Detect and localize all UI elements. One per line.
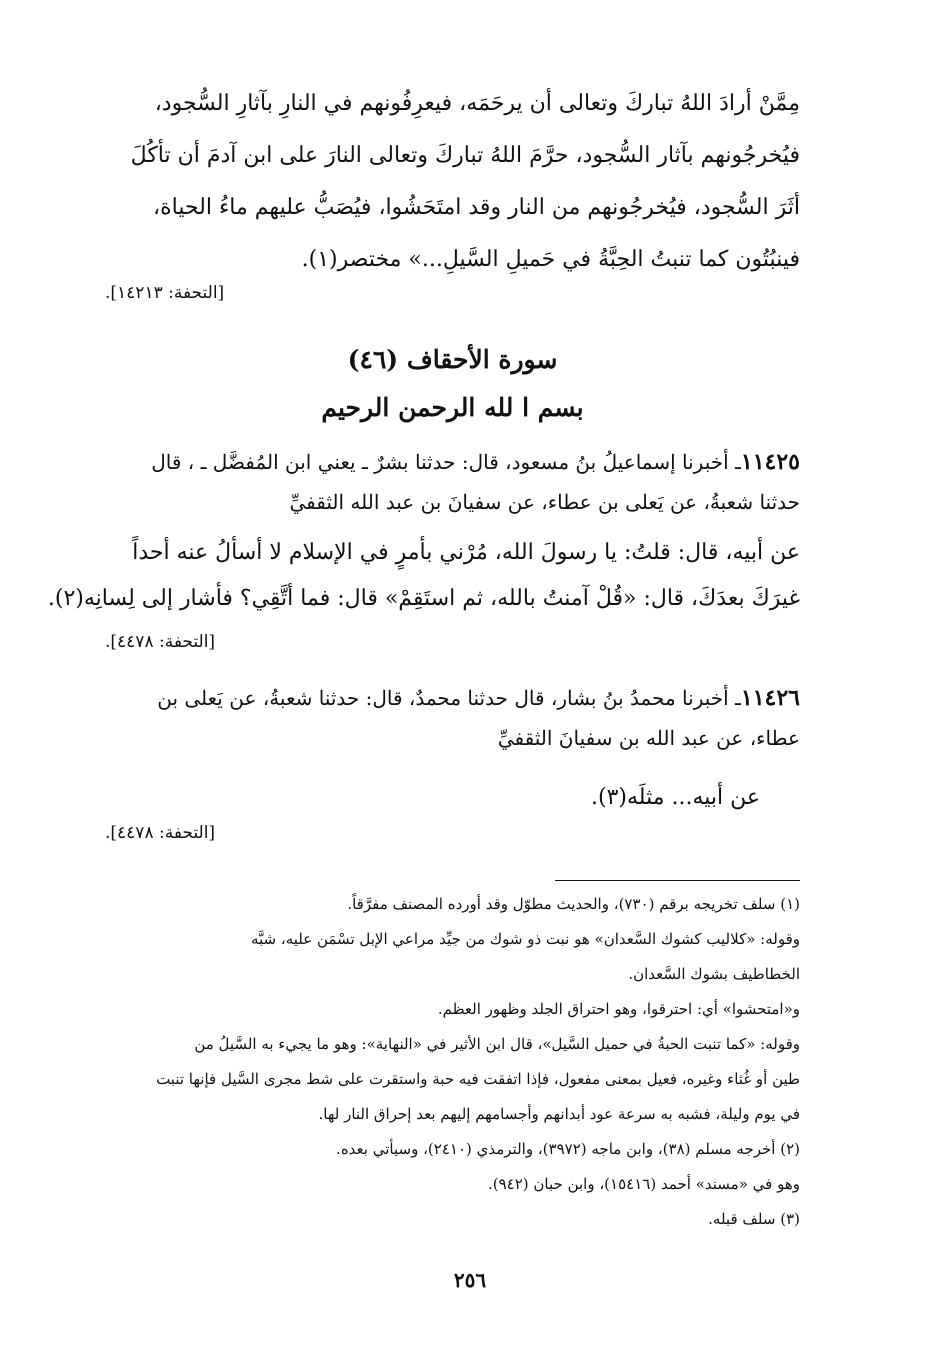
- tuhfa-reference: [التحفة: ٤٤٧٨].: [105, 823, 216, 843]
- footnote-line: في يوم وليلة، فشبه به سرعة عود أبدانهم وأجسامهم إليهم بعد إحراق النار لها.: [318, 1105, 800, 1123]
- isnad-text: حدثنا شعبةُ، عن يَعلى بن عطاء، عن سفيانَ بن عبد الله الثقفيِّ: [289, 490, 800, 514]
- surah-title: سورة الأحقاف (٤٦): [347, 345, 558, 374]
- footnote-line: (٣) سلف قبله.: [708, 1210, 800, 1228]
- intro-paragraph: [105, 78, 800, 286]
- hadith-line: [105, 678, 800, 718]
- page-number: ٢٥٦: [453, 1268, 487, 1292]
- hadith-11425-matn: [47, 530, 800, 622]
- hadith-11426-isnad: [105, 678, 800, 758]
- hadith-line: [105, 442, 800, 482]
- isnad-text: ـ أخبرنا إسماعيلُ بنُ مسعود، قال: حدثنا بشرٌ ـ يعني ابن المُفضَّل ـ ، قال: [151, 450, 741, 474]
- hadith-line: [105, 718, 800, 758]
- text-line: أثَرَ السُّجود، فيُخرجُونهم من النار وقد امتَحَشُوا، فيُصَبُّ عليهم ماءُ الحياة،: [152, 195, 800, 220]
- isnad-text: ـ أخبرنا محمدُ بنُ بشار، قال حدثنا محمدٌ، قال: حدثنا شعبةُ، عن يَعلى بن: [157, 686, 741, 710]
- footnote-line: وقوله: «كما تنبت الحبةُ في حميل السَّيل»، قال ابن الأثير في «النهاية»: وهو ما يجيء به السَّيلُ من: [194, 1035, 800, 1053]
- footnote-line: و«امتحشوا» أي: احترقوا، وهو احتراق الجلد وظهور العظم.: [437, 1000, 800, 1018]
- footnote-line: الخطاطيف بشوك السَّعدان.: [628, 965, 800, 983]
- footnote-line: وهو في «مسند» أحمد (١٥٤١٦)، وابن حبان (٩٤٢).: [488, 1175, 800, 1193]
- matn-line: عن أبيه، قال: قلتُ: يا رسولَ الله، مُرْني بأمرٍ في الإسلام لا أسألُ عنه أحداً: [132, 540, 800, 565]
- text-line: مِمَّنْ أرادَ اللهُ تباركَ وتعالى أن يرحَمَه، فيعرِفُونهم في النارِ بآثارِ السُّجود،: [154, 91, 800, 116]
- footnote-line: (٢) أخرجه مسلم (٣٨)، وابن ماجه (٣٩٧٢)، والترمذي (٢٤١٠)، وسيأتي بعده.: [336, 1140, 800, 1158]
- footnote-line: طين أو غُثاء وغيره، فعيل بمعنى مفعول، فإذا اتفقت فيه حبة واستقرت على شط مجرى السَّيل فإنها تنبت: [156, 1070, 800, 1088]
- matn-line: عن أبيه... مثلَه(٣).: [591, 785, 760, 810]
- hadith-number: ١١٤٢٥: [740, 449, 800, 475]
- tuhfa-reference: [التحفة: ٤٤٧٨].: [105, 632, 216, 652]
- hadith-line: [105, 482, 800, 522]
- footnote-separator: [555, 880, 800, 881]
- text-line: فيُخرجُونهم بآثار السُّجود، حرَّمَ اللهُ تباركَ وتعالى النارَ على ابن آدمَ أن تأكُلَ: [130, 143, 800, 168]
- hadith-11426-matn: [105, 775, 800, 821]
- text-line: فينبُتُون كما تنبتُ الحِبَّةُ في حَميلِ السَّيلِ...» مختصر(١).: [301, 247, 800, 272]
- tuhfa-reference: [التحفة: ١٤٢١٣].: [105, 283, 225, 303]
- hadith-number: ١١٤٢٦: [740, 685, 800, 711]
- footnote-line: وقوله: «كلاليب كشوك السَّعدان» هو نبت ذو شوك من جيِّد مراعي الإبل تسْمَن عليه، شبَّه: [250, 930, 800, 948]
- basmala: بسم ا لله الرحمن الرحيم: [321, 393, 584, 422]
- isnad-text: عطاء، عن عبد الله بن سفيانَ الثقفيِّ: [497, 726, 800, 750]
- matn-line: غيرَكَ بعدَكَ، قال: «قُلْ آمنتُ بالله، ثم استَقِمْ» قال: فما أتَّقِي؟ فأشار إلى لِسانِه(٢).: [47, 586, 800, 611]
- hadith-11425-isnad: [105, 442, 800, 522]
- footnote-line: (١) سلف تخريجه برقم (٧٣٠)، والحديث مطوّل وقد أورده المصنف مفرَّقاً.: [347, 895, 800, 913]
